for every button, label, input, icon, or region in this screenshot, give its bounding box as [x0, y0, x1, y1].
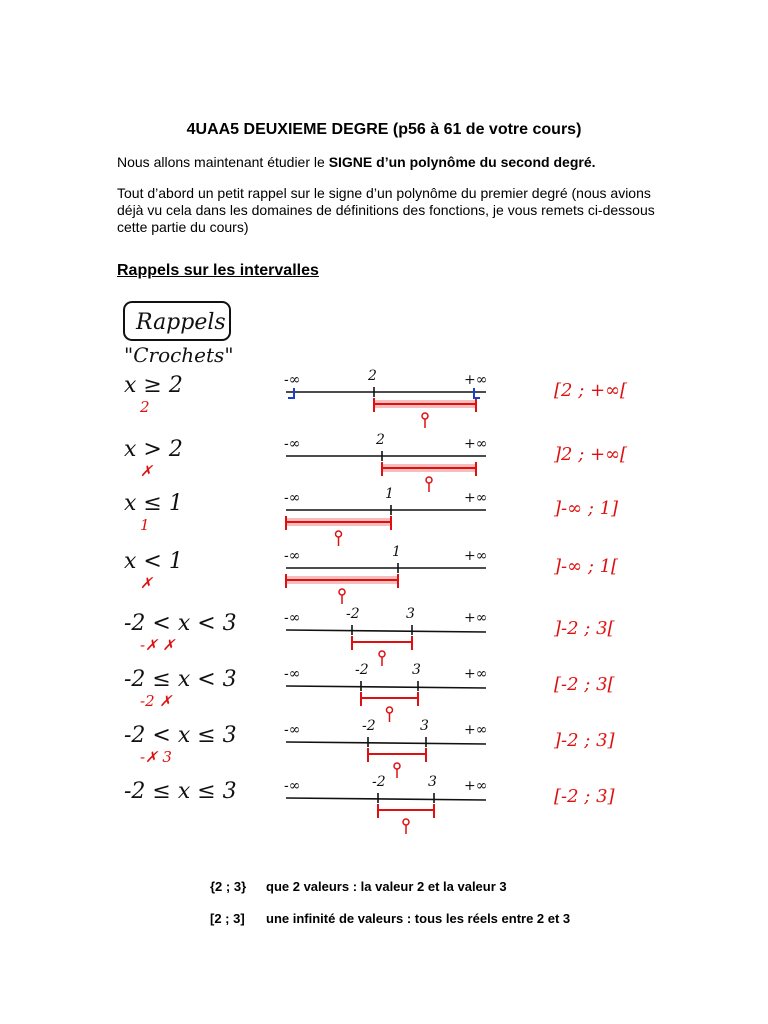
row-3-minus-infinity: -∞ — [284, 490, 301, 506]
note-2-text: une infinité de valeurs : tous les réels entre 2 et 3 — [266, 911, 571, 926]
row-8-minus-infinity: -∞ — [284, 778, 301, 794]
row-2-plus-infinity: +∞ — [464, 436, 488, 452]
row-1-blue-bracket-left — [288, 388, 294, 398]
row-1-minus-infinity: -∞ — [284, 372, 301, 388]
row-7-plus-infinity: +∞ — [464, 722, 488, 738]
interval-rows — [124, 368, 628, 834]
row-8-condition: -2 ≤ x ≤ 3 — [124, 779, 237, 804]
row-5-tick-label-2: 3 — [406, 606, 415, 622]
row-6-number-line — [286, 686, 486, 688]
row-6-tick-label-1: -2 — [355, 662, 369, 678]
row-3-mark: 1 — [140, 516, 150, 534]
row-3-condition: x ≤ 1 — [124, 491, 183, 516]
recall-paragraph: Tout d’abord un petit rappel sur le signe d’un polynôme du premier degré (nous avions déjà vu cela dans les domaines de définitions des fonctions, je vous remets ci-dessous cette partie du cours) — [117, 185, 655, 235]
row-7-mark: -✗ 3 — [140, 748, 172, 766]
row-6-mark: -2 ✗ — [140, 692, 172, 710]
row-6-condition: -2 ≤ x < 3 — [124, 667, 237, 692]
note-1-set: {2 ; 3} — [210, 879, 247, 894]
row-2-minus-infinity: -∞ — [284, 436, 301, 452]
row-2-interval-notation: ]2 ; +∞[ — [554, 444, 628, 465]
row-5-condition: -2 < x < 3 — [124, 611, 237, 636]
row-6-figure-head — [387, 707, 393, 713]
handwritten-figure-svg — [116, 296, 656, 856]
note-1-text: que 2 valeurs : la valeur 2 et la valeur 3 — [266, 879, 507, 894]
row-2-figure-head — [426, 477, 432, 483]
row-7-tick-label-2: 3 — [420, 718, 429, 734]
row-5-figure-head — [379, 651, 385, 657]
row-3-tick-label-1: 1 — [385, 486, 394, 502]
row-8-number-line — [286, 798, 486, 800]
row-1-interval-notation: [2 ; +∞[ — [554, 380, 628, 401]
row-2-condition: x > 2 — [124, 437, 183, 462]
row-1-figure-head — [422, 413, 428, 419]
row-7-condition: -2 < x ≤ 3 — [124, 723, 237, 748]
row-4-tick-label-1: 1 — [392, 544, 401, 560]
row-5-tick-label-1: -2 — [346, 606, 360, 622]
row-5-plus-infinity: +∞ — [464, 610, 488, 626]
intro-text: Nous allons maintenant étudier le — [117, 154, 329, 170]
note-2-set: [2 ; 3] — [210, 911, 245, 926]
row-6-tick-label-2: 3 — [412, 662, 421, 678]
row-2-mark: ✗ — [140, 462, 153, 480]
row-8-figure-head — [403, 819, 409, 825]
row-1-plus-infinity: +∞ — [464, 372, 488, 388]
row-7-minus-infinity: -∞ — [284, 722, 301, 738]
row-1-mark: 2 — [140, 398, 150, 416]
row-4-interval-notation: ]-∞ ; 1[ — [554, 556, 619, 577]
row-7-tick-label-1: -2 — [362, 718, 376, 734]
row-7-figure-head — [394, 763, 400, 769]
row-1-blue-bracket-right — [474, 388, 480, 398]
row-4-mark: ✗ — [140, 574, 153, 592]
row-1-condition: x ≥ 2 — [124, 373, 183, 398]
row-6-interval-notation: [-2 ; 3[ — [554, 674, 615, 695]
crochets-subtitle: "Crochets" — [124, 343, 234, 367]
row-8-plus-infinity: +∞ — [464, 778, 488, 794]
section-heading: Rappels sur les intervalles — [117, 262, 319, 279]
row-7-interval-notation: ]-2 ; 3] — [554, 730, 615, 751]
row-2-tick-label-1: 2 — [376, 432, 385, 448]
row-3-interval-notation: ]-∞ ; 1] — [554, 498, 619, 519]
intro-bold-text: SIGNE d’un polynôme du second degré. — [328, 154, 596, 170]
row-5-mark: -✗ ✗ — [140, 636, 175, 654]
document-title: 4UAA5 DEUXIEME DEGRE (p56 à 61 de votre cours) — [186, 121, 582, 138]
row-8-interval-notation: [-2 ; 3] — [554, 786, 615, 807]
row-5-interval-notation: ]-2 ; 3[ — [554, 618, 615, 639]
row-4-minus-infinity: -∞ — [284, 548, 301, 564]
rappels-title: Rappels — [136, 310, 226, 335]
row-3-figure-head — [336, 531, 342, 537]
row-4-condition: x < 1 — [124, 549, 183, 574]
row-6-plus-infinity: +∞ — [464, 666, 488, 682]
row-5-number-line — [286, 630, 486, 632]
intro-paragraph — [117, 154, 596, 170]
handwritten-figure — [116, 296, 656, 856]
row-8-tick-label-1: -2 — [372, 774, 386, 790]
row-1-tick-label-1: 2 — [368, 368, 377, 384]
row-6-minus-infinity: -∞ — [284, 666, 301, 682]
row-8-tick-label-2: 3 — [428, 774, 437, 790]
row-5-minus-infinity: -∞ — [284, 610, 301, 626]
row-3-plus-infinity: +∞ — [464, 490, 488, 506]
row-7-number-line — [286, 742, 486, 744]
row-4-plus-infinity: +∞ — [464, 548, 488, 564]
row-4-figure-head — [339, 589, 345, 595]
